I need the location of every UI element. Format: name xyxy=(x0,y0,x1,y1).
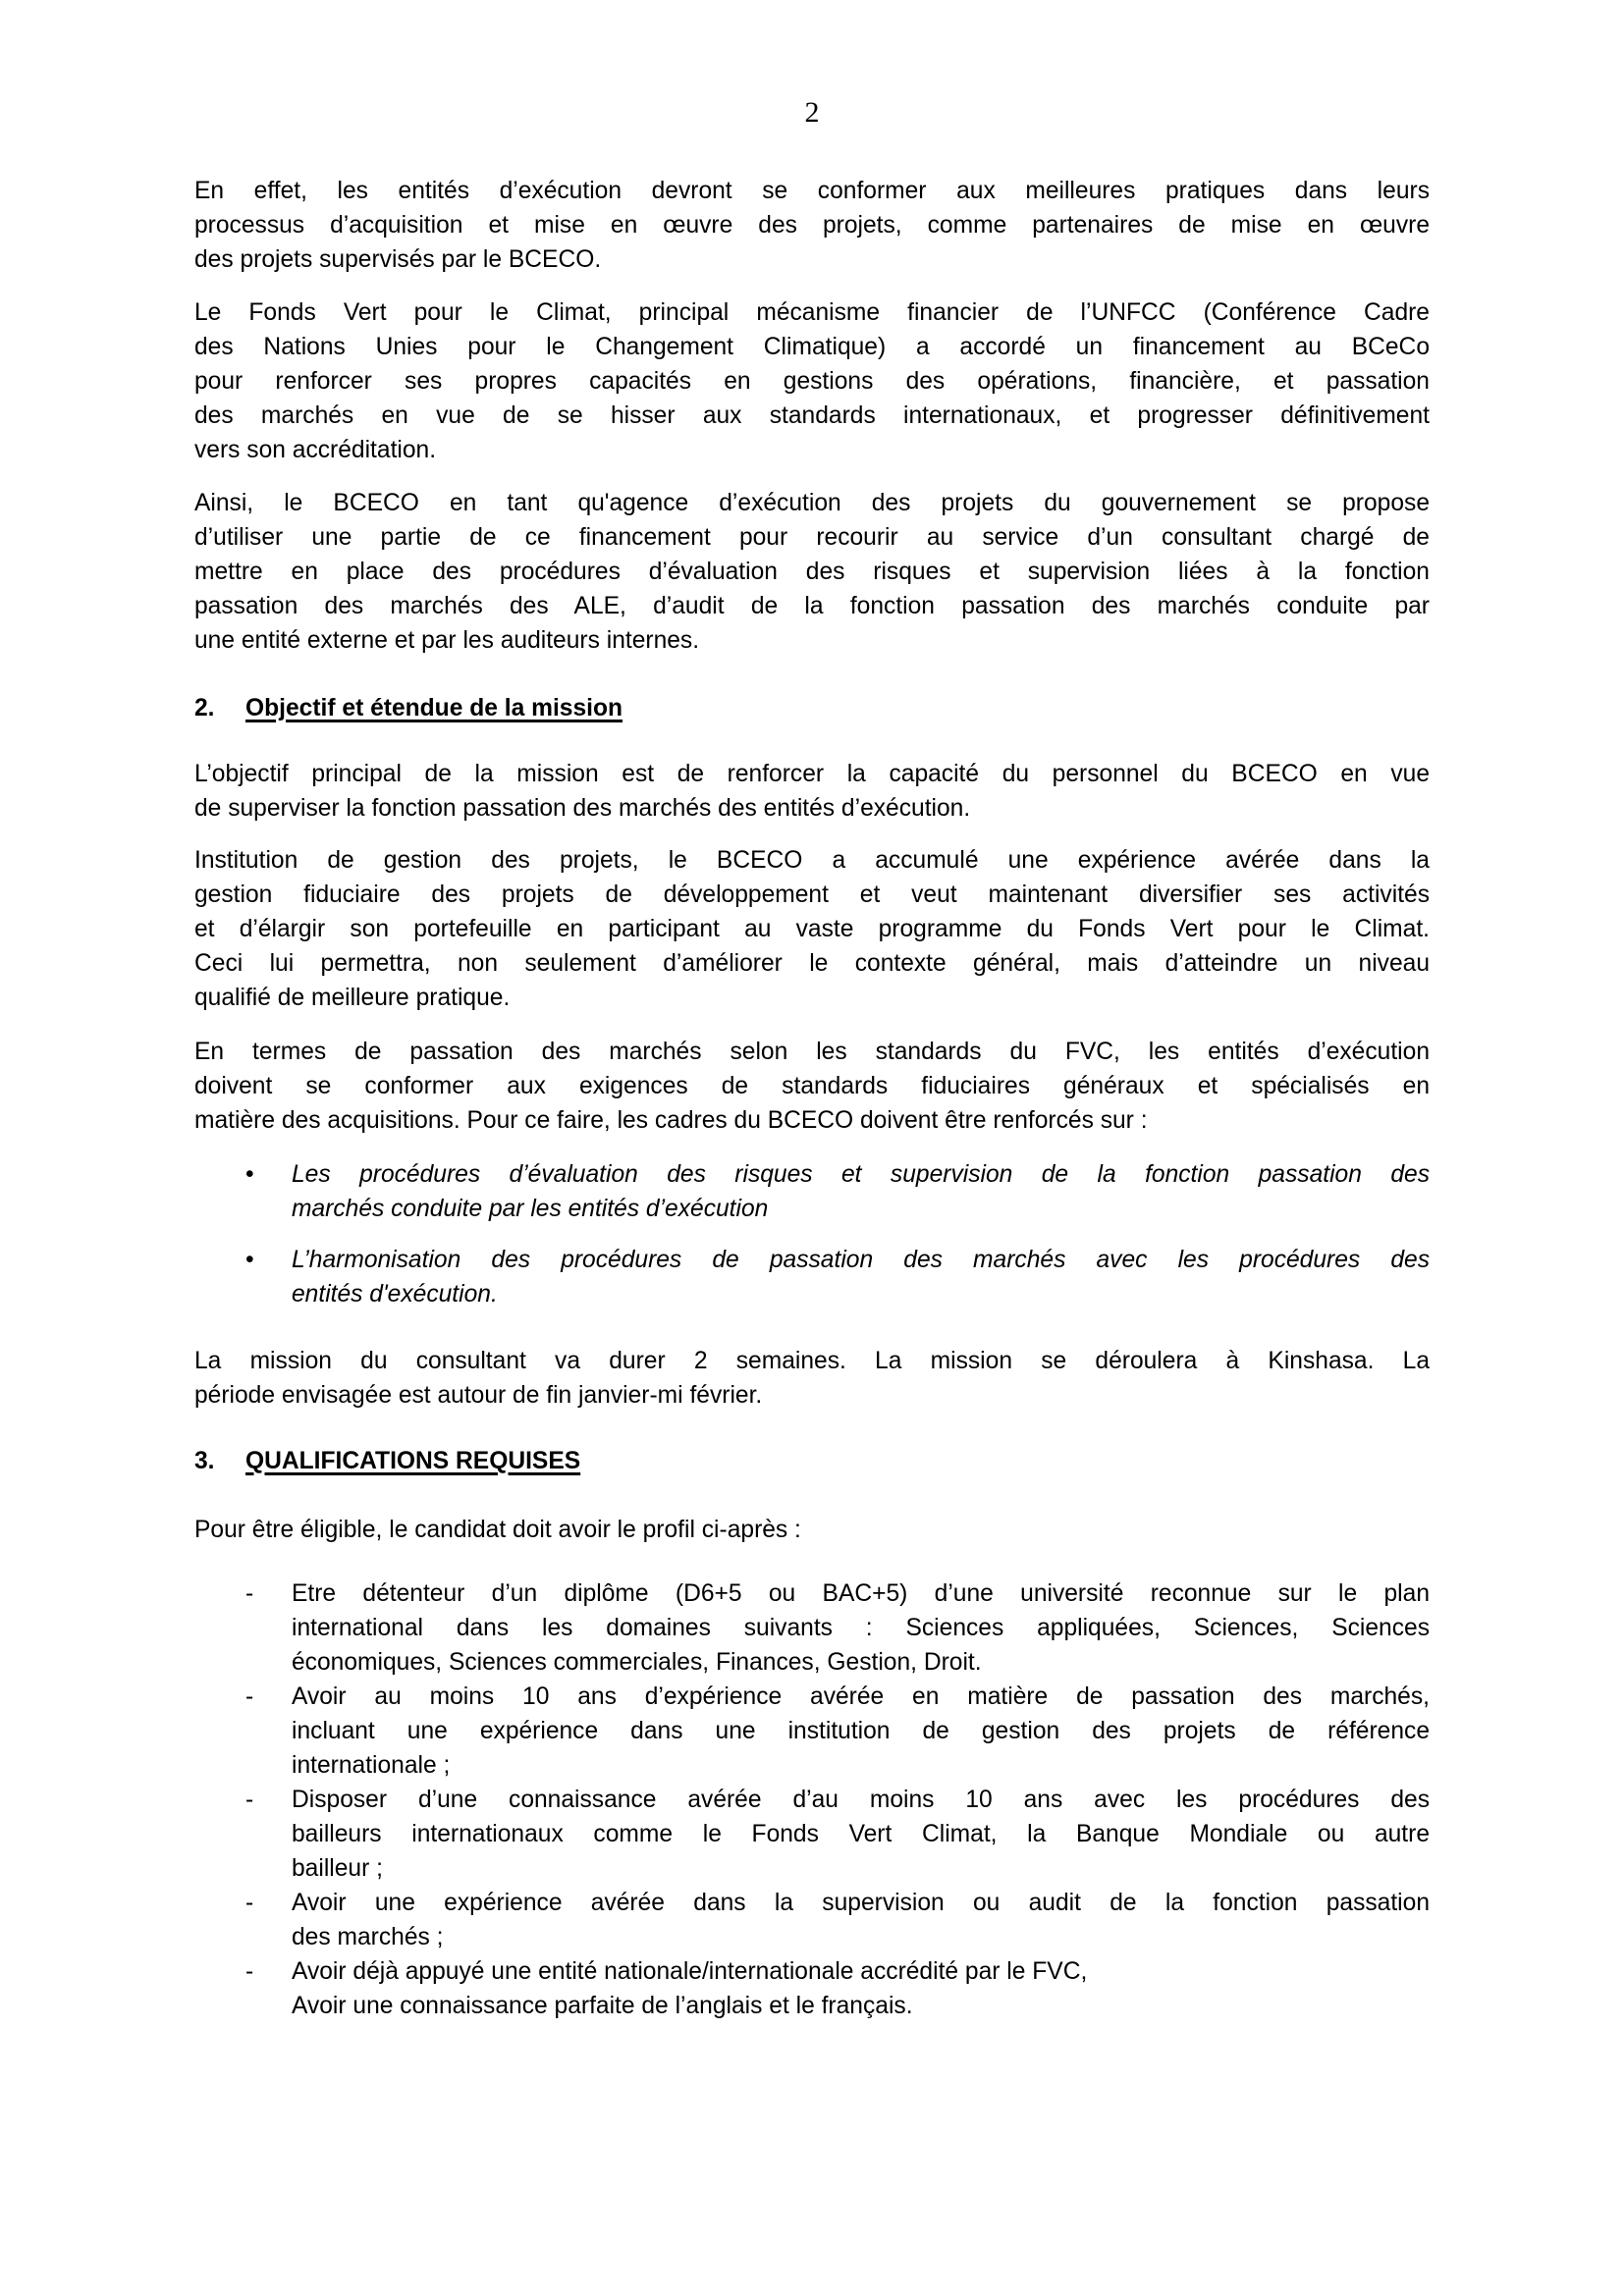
text-line: Avoir au moins 10 ans d’expérience avérée en matière de passation des marchés, xyxy=(292,1683,1430,1710)
text-line: bailleurs internationaux comme le Fonds Vert Climat, la Banque Mondiale ou autre xyxy=(292,1821,1430,1847)
text-line: Avoir une expérience avérée dans la supervision ou audit de la fonction passation xyxy=(292,1890,1430,1916)
text-line: période envisagée est autour de fin janvier-mi février. xyxy=(194,1382,763,1409)
dash-marker: - xyxy=(245,1890,254,1916)
dash-marker: - xyxy=(245,1580,254,1607)
text-line: doivent se conformer aux exigences de standards fiduciaires généraux et spécialisés en xyxy=(194,1073,1430,1099)
text-line: processus d’acquisition et mise en œuvre des projets, comme partenaires de mise en œuvre xyxy=(194,212,1430,239)
text-line: de superviser la fonction passation des marchés des entités d’exécution. xyxy=(194,795,971,822)
text-line: Le Fonds Vert pour le Climat, principal mécanisme financier de l’UNFCC (Conférence Cadre xyxy=(194,299,1430,326)
text-line: et d’élargir son portefeuille en participant au vaste programme du Fonds Vert pour le Climat. xyxy=(194,916,1430,942)
section-number: 3. xyxy=(194,1448,215,1474)
text-line: L’harmonisation des procédures de passation des marchés avec les procédures des xyxy=(292,1247,1430,1273)
text-line: L’objectif principal de la mission est de renforcer la capacité du personnel du BCECO en vue xyxy=(194,761,1430,787)
text-line: international dans les domaines suivants : Sciences appliquées, Sciences, Sciences xyxy=(292,1615,1430,1641)
text-line: matière des acquisitions. Pour ce faire, les cadres du BCECO doivent être renforcés sur : xyxy=(194,1107,1148,1134)
text-line: Ceci lui permettra, non seulement d’améliorer le contexte général, mais d’atteindre un niveau xyxy=(194,950,1430,977)
text-line: En effet, les entités d’exécution devront se conformer aux meilleures pratiques dans leurs xyxy=(194,178,1430,204)
text-line: En termes de passation des marchés selon les standards du FVC, les entités d’exécution xyxy=(194,1039,1430,1065)
text-line: incluant une expérience dans une institution de gestion des projets de référence xyxy=(292,1718,1430,1744)
text-line: Institution de gestion des projets, le BCECO a accumulé une expérience avérée dans la xyxy=(194,847,1430,874)
dash-marker: - xyxy=(245,1958,254,1985)
text-line: économiques, Sciences commerciales, Finances, Gestion, Droit. xyxy=(292,1649,982,1676)
bullet-marker: • xyxy=(245,1161,254,1188)
text-line: internationale ; xyxy=(292,1752,451,1779)
text-line: Pour être éligible, le candidat doit avoir le profil ci-après : xyxy=(194,1517,801,1543)
section-number: 2. xyxy=(194,695,215,721)
text-line: mettre en place des procédures d’évaluation des risques et supervision liées à la fonction xyxy=(194,559,1430,585)
section-title: QUALIFICATIONS REQUISES xyxy=(245,1448,581,1474)
dash-marker: - xyxy=(245,1787,254,1813)
text-line: gestion fiduciaire des projets de développement et veut maintenant diversifier ses activités xyxy=(194,881,1430,908)
text-line: pour renforcer ses propres capacités en gestions des opérations, financière, et passation xyxy=(194,368,1430,395)
text-line: des Nations Unies pour le Changement Climatique) a accordé un financement au BCeCo xyxy=(194,334,1430,360)
text-line: Avoir une connaissance parfaite de l’anglais et le français. xyxy=(292,1993,913,2019)
text-line: Etre détenteur d’un diplôme (D6+5 ou BAC+5) d’une université reconnue sur le plan xyxy=(292,1580,1430,1607)
text-line: entités d'exécution. xyxy=(292,1281,498,1308)
text-line: La mission du consultant va durer 2 semaines. La mission se déroulera à Kinshasa. La xyxy=(194,1348,1430,1374)
text-line: Ainsi, le BCECO en tant qu'agence d’exécution des projets du gouvernement se propose xyxy=(194,490,1430,516)
text-line: vers son accréditation. xyxy=(194,437,437,463)
text-line: Disposer d’une connaissance avérée d’au moins 10 ans avec les procédures des xyxy=(292,1787,1430,1813)
text-line: une entité externe et par les auditeurs internes. xyxy=(194,627,700,654)
page-number: 2 xyxy=(804,96,820,129)
text-line: marchés conduite par les entités d’exécution xyxy=(292,1196,769,1222)
text-line: des marchés ; xyxy=(292,1924,444,1950)
text-line: Avoir déjà appuyé une entité nationale/internationale accrédité par le FVC, xyxy=(292,1958,1088,1985)
text-line: passation des marchés des ALE, d’audit de la fonction passation des marchés conduite par xyxy=(194,593,1430,619)
text-line: des projets supervisés par le BCECO. xyxy=(194,246,602,273)
dash-marker: - xyxy=(245,1683,254,1710)
text-line: qualifié de meilleure pratique. xyxy=(194,985,511,1011)
text-line: Les procédures d’évaluation des risques et supervision de la fonction passation des xyxy=(292,1161,1430,1188)
bullet-marker: • xyxy=(245,1247,254,1273)
text-line: des marchés en vue de se hisser aux standards internationaux, et progresser définitivement xyxy=(194,402,1430,429)
section-title: Objectif et étendue de la mission xyxy=(245,695,623,721)
text-line: bailleur ; xyxy=(292,1855,383,1882)
text-line: d’utiliser une partie de ce financement pour recourir au service d’un consultant chargé de xyxy=(194,524,1430,551)
